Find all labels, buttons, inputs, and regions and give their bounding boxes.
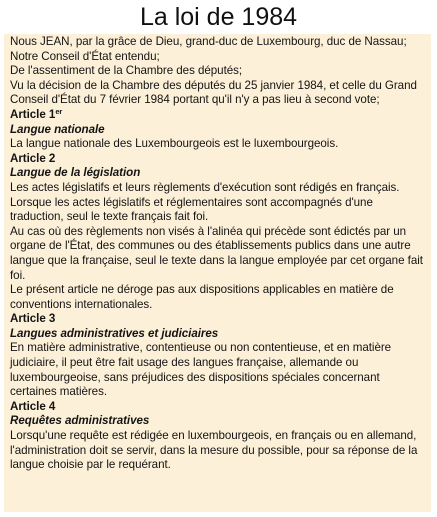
law-text-panel: [4, 34, 431, 512]
article-2-heading: Langue de la législation: [10, 166, 141, 180]
article-label-text: Article 1: [10, 107, 56, 121]
article-4-label: Article 4: [10, 399, 56, 413]
article-1-label: [10, 108, 427, 123]
article-paragraph: En matière administrative, contentieuse ou non contentieuse, et en matière judiciaire, il peut être fait usage des langues française, allemande ou luxembourgeoise, sans préjudices des dispositions spéciales concernant certaines matières.: [10, 341, 392, 399]
article-paragraph: Les actes législatifs et leurs règlements d'exécution sont rédigés en français. Lorsque les actes législatifs et réglementaires sont accompagnés d'une traduction, seul le texte français fait foi.: [10, 180, 400, 224]
article-label-superscript: er: [55, 106, 63, 116]
article-paragraph: Le présent article ne déroge pas aux dispositions applicables en matière de conventions internationales.: [10, 283, 394, 311]
article-paragraph: Au cas où des règlements non visés à l'alinéa qui précède sont édictés par un organe de l'État, des communes ou des établissements publics dans une autre langue que la française, seul le texte dans la langue employée par cet organe fait foi.: [10, 224, 423, 282]
preamble-paragraph: De l'assentiment de la Chambre des députés;: [10, 64, 243, 78]
article-paragraph: Lorsqu'une requête est rédigée en luxembourgeois, en français ou en allemand, l'administration doit se servir, dans la mesure du possible, pour sa réponse de la langue choisie par le requérant.: [10, 429, 418, 472]
preamble-paragraph: Vu la décision de la Chambre des députés du 25 janvier 1984, et celle du Grand Conseil d'État du 7 février 1984 portant qu'il n'y a pas lieu à second vote;: [10, 78, 417, 107]
article-paragraph: La langue nationale des Luxembourgeois est le luxembourgeois.: [10, 137, 339, 151]
article-3-heading: Langues administratives et judiciaires: [10, 326, 219, 340]
article-2-label: Article 2: [10, 151, 56, 165]
article-3-label: Article 3: [10, 312, 56, 326]
article-1-heading: Langue nationale: [10, 122, 105, 136]
article-4-heading: Requêtes administratives: [10, 414, 150, 428]
preamble-paragraph: Nous JEAN, par la grâce de Dieu, grand-duc de Luxembourg, duc de Nassau; Notre Conseil d'État entendu;: [10, 35, 407, 63]
page-title: La loi de 1984: [139, 3, 298, 31]
